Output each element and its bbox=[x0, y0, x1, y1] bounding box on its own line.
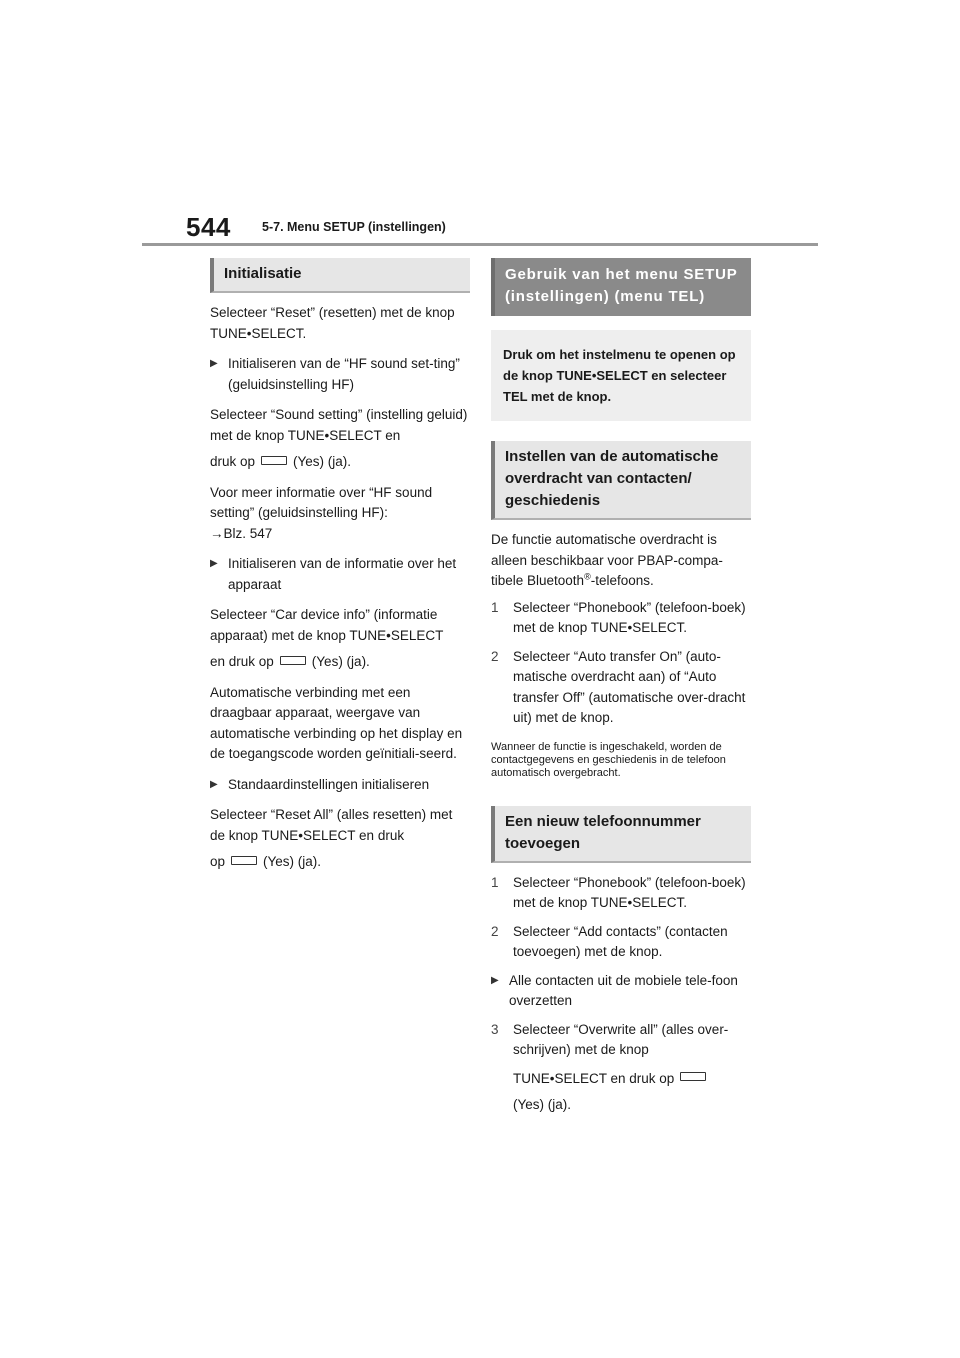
button-icon bbox=[261, 456, 287, 465]
triangle-bullet-icon: ▶ bbox=[210, 358, 218, 369]
left-p5: Selecteer “Reset All” (alles resetten) met de knop TUNE•SELECT en druk bbox=[210, 807, 453, 843]
section-title: 5-7. Menu SETUP (instellingen) bbox=[262, 220, 446, 234]
button-icon bbox=[680, 1072, 706, 1081]
step-text-block bbox=[513, 1020, 751, 1116]
registered-mark: ® bbox=[584, 571, 591, 582]
triangle-bullet-icon: ▶ bbox=[491, 974, 499, 986]
step-text-end: (Yes) (ja). bbox=[513, 1097, 572, 1112]
text: -telefoons. bbox=[590, 573, 654, 588]
step-number: 1 bbox=[491, 874, 499, 890]
bullet-text: Alle contacten uit de mobiele tele-foon overzetten bbox=[509, 972, 738, 1008]
triangle-bullet-icon: ▶ bbox=[210, 558, 218, 569]
step-number: 1 bbox=[491, 599, 499, 615]
text: en druk op bbox=[210, 654, 274, 669]
text: TUNE•SELECT en druk op bbox=[513, 1070, 675, 1086]
step-number: 2 bbox=[491, 648, 499, 664]
bullet-overwrite bbox=[491, 971, 751, 1012]
step-2 bbox=[491, 647, 751, 729]
step-text: Selecteer “Add contacts” (contacten toevoegen) met de knop. bbox=[513, 923, 728, 959]
step-text: Selecteer “Phonebook” (telefoon-boek) met de knop TUNE•SELECT. bbox=[513, 599, 746, 635]
left-intro: Selecteer “Reset” (resetten) met de knop TUNE•SELECT. bbox=[210, 305, 455, 341]
bullet-hf-sound bbox=[210, 354, 470, 395]
left-p3: Selecteer “Car device info” (informatie apparaat) met de knop TUNE•SELECT bbox=[210, 607, 444, 643]
bullet-text: Initialiseren van de “HF sound set-ting” (geluidsinstelling HF) bbox=[228, 356, 460, 392]
step-1 bbox=[491, 598, 751, 639]
header-rule bbox=[142, 243, 818, 246]
left-column bbox=[210, 258, 470, 873]
small-note: Wanneer de functie is ingeschakeld, worden de contactgegevens en geschiedenis in de telefoon automatisch overgebracht. bbox=[491, 740, 726, 779]
heading-initialisatie: Initialisatie bbox=[210, 258, 470, 293]
text: (Yes) (ja). bbox=[293, 454, 352, 469]
step-3-b bbox=[491, 1020, 751, 1116]
page-number: 544 bbox=[186, 212, 231, 242]
step-number: 2 bbox=[491, 923, 499, 939]
step-text-cont bbox=[513, 1069, 751, 1090]
right-column bbox=[491, 258, 751, 1116]
bullet-device-info bbox=[210, 554, 470, 595]
left-p1: Selecteer “Sound setting” (instelling geluid) met de knop TUNE•SELECT en bbox=[210, 407, 468, 443]
text: (Yes) (ja). bbox=[311, 654, 370, 669]
button-icon bbox=[231, 856, 257, 865]
left-p2: Voor meer informatie over “HF sound setting” (geluidsinstelling HF): bbox=[210, 484, 433, 520]
text: druk op bbox=[210, 454, 256, 469]
text: (Yes) (ja). bbox=[263, 854, 322, 869]
left-p5-end bbox=[210, 852, 470, 873]
right-p1 bbox=[491, 530, 751, 592]
step-2-b bbox=[491, 922, 751, 963]
left-p1-end bbox=[210, 452, 470, 473]
triangle-bullet-icon: ▶ bbox=[210, 778, 218, 790]
left-p3-end bbox=[210, 652, 470, 673]
heading-auto-transfer: Instellen van de automatische overdracht van contacten/ geschiedenis bbox=[491, 441, 751, 520]
left-p4: Automatische verbinding met een draagbaar apparaat, weergave van automatische verbinding op het display en de toegangscode worden geïnitiali-seerd. bbox=[210, 684, 463, 761]
step-number: 3 bbox=[491, 1021, 499, 1037]
bullet-text: Standaardinstellingen initialiseren bbox=[228, 776, 430, 792]
instruction-note: Druk om het instelmenu te openen op de knop TUNE•SELECT en selecteer TEL met de knop. bbox=[491, 330, 751, 421]
step-1-b bbox=[491, 873, 751, 914]
step-text: Selecteer “Overwrite all” (alles over-schrijven) met de knop bbox=[513, 1021, 729, 1057]
text: De functie automatische overdracht is alleen beschikbaar voor PBAP-compa-tibele Bluetooth bbox=[491, 532, 723, 588]
button-icon bbox=[280, 656, 306, 665]
step-text: Selecteer “Phonebook” (telefoon-boek) met de knop TUNE•SELECT. bbox=[513, 874, 746, 910]
heading-new-number: Een nieuw telefoonnummer toevoegen bbox=[491, 806, 751, 863]
text: op bbox=[210, 854, 226, 869]
page-ref: →Blz. 547 bbox=[210, 525, 273, 541]
bullet-standard-settings bbox=[210, 775, 470, 796]
step-text: Selecteer “Auto transfer On” (auto-matische overdracht aan) of “Auto transfer Off” (automatische over-dracht uit) met de knop. bbox=[513, 648, 746, 725]
heading-menu-tel: Gebruik van het menu SETUP (instellingen) (menu TEL) bbox=[491, 258, 751, 316]
bullet-text: Initialiseren van de informatie over het apparaat bbox=[228, 556, 457, 592]
